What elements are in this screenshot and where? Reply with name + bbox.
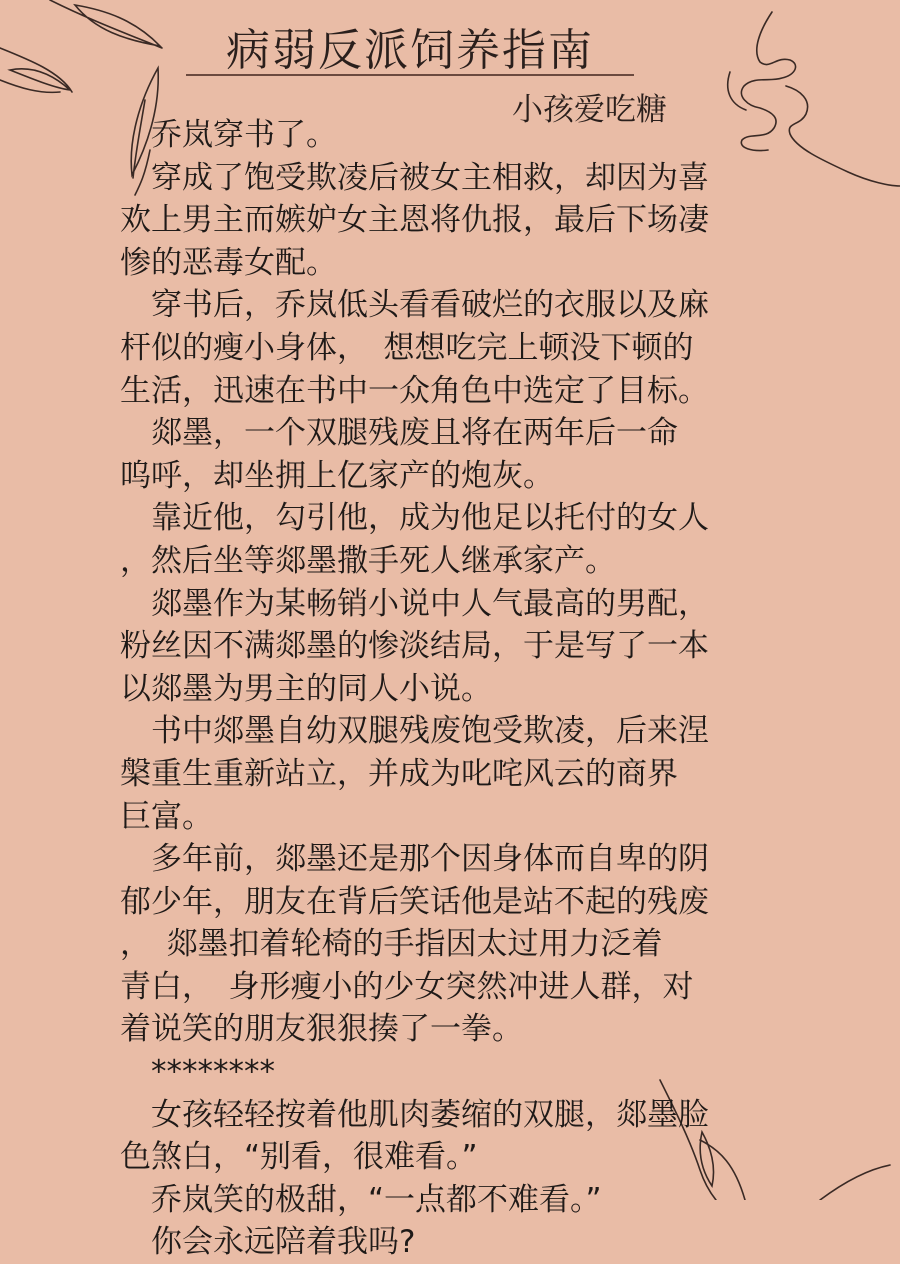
body-text (120, 114, 740, 1264)
text-line: 乔岚笑的极甜，“一点都不难看。” (120, 1181, 602, 1218)
text-line: 欢上男主而嫉妒女主恩将仇报，最后下场凄 (120, 202, 709, 239)
text-line: 色煞白，“别看，很难看。” (120, 1139, 478, 1176)
text-line: ， 郯墨扣着轮椅的手指因太过用力泛着 (120, 926, 663, 963)
author-name: 小孩爱吃糖 (512, 92, 667, 128)
text-line: 乔岚穿书了。 (120, 117, 337, 153)
text-line: 书中郯墨自幼双腿残废饱受欺凌，后来涅 (120, 713, 709, 750)
text-line: 槃重生重新站立，并成为叱咤风云的商界 (120, 755, 678, 792)
text-line: 女孩轻轻按着他肌肉萎缩的双腿，郯墨脸 (120, 1096, 709, 1133)
title-underline (186, 74, 634, 76)
text-line: 生活，迅速在书中一众角色中选定了目标。 (120, 372, 709, 409)
text-line: ，然后坐等郯墨撒手死人继承家产。 (120, 542, 616, 579)
text-line: 以郯墨为男主的同人小说。 (120, 670, 492, 707)
text-line: 你会永远陪着我吗? (120, 1224, 416, 1261)
text-line: 穿书后，乔岚低头看看破烂的衣服以及麻 (120, 287, 709, 324)
text-line: 惨的恶毒女配。 (120, 244, 337, 281)
document-title: 病弱反派饲养指南 (226, 25, 594, 76)
text-line: 郁少年，朋友在背后笑话他是站不起的残废 (120, 883, 709, 920)
text-line: 穿成了饱受欺凌后被女主相救，却因为喜 (120, 159, 709, 196)
section-divider: ******** (120, 1054, 275, 1091)
text-line: 粉丝因不满郯墨的惨淡结局，于是写了一本 (120, 628, 709, 665)
text-line: 青白， 身形瘦小的少女突然冲进人群，对 (120, 968, 694, 1005)
text-line: 靠近他，勾引他，成为他足以托付的女人 (120, 500, 709, 537)
text-line: 呜呼，却坐拥上亿家产的炮灰。 (120, 457, 554, 494)
text-line: 郯墨，一个双腿残废且将在两年后一命 (120, 415, 678, 452)
vine-bottom-right-3 (820, 1165, 890, 1200)
text-line: 着说笑的朋友狠狠揍了一拳。 (120, 1011, 523, 1048)
text-line: 巨富。 (120, 798, 213, 835)
text-line: 杆似的瘦小身体， 想想吃完上顿没下顿的 (120, 329, 694, 366)
text-line: 多年前，郯墨还是那个因身体而自卑的阴 (120, 841, 709, 878)
text-line: 郯墨作为某畅销小说中人气最高的男配， (120, 585, 709, 622)
face-line-art-2 (786, 86, 900, 186)
